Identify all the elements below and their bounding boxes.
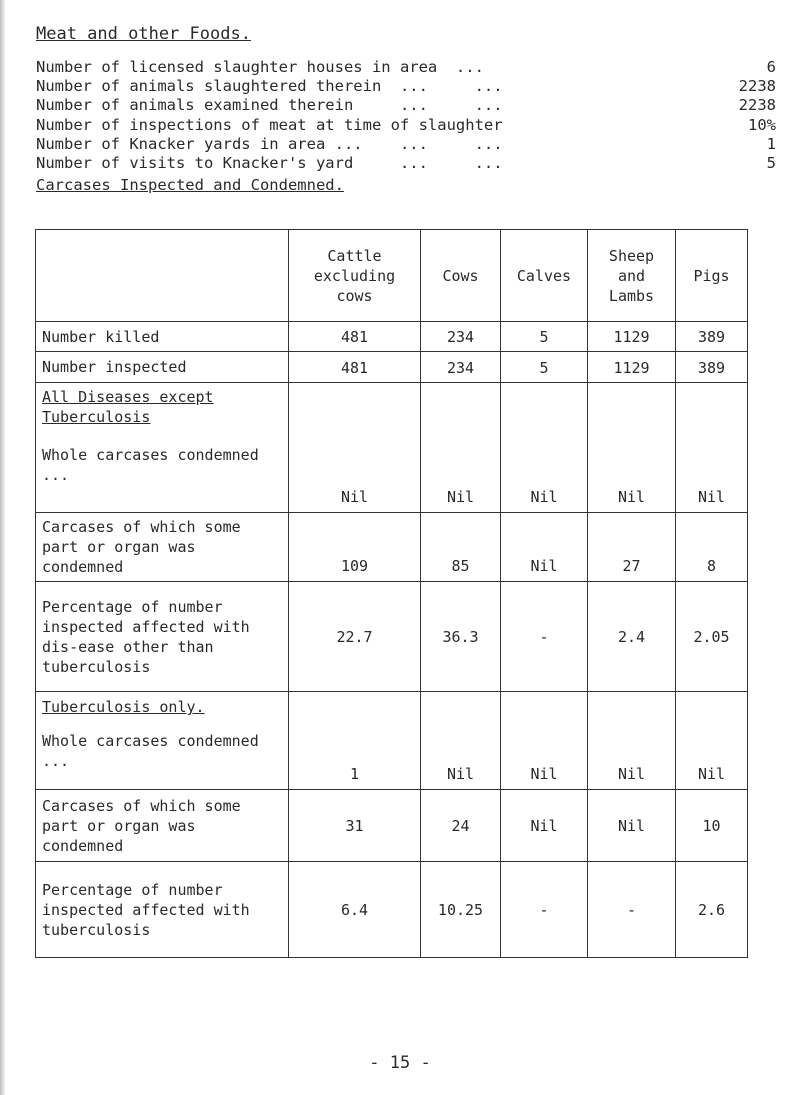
page-edge-shadow [0,0,5,1095]
table-row: Carcases of which some part or organ was condemned 31 24 Nil Nil 10 [36,790,748,862]
page-heading: Meat and other Foods. [36,24,251,44]
table-row: All Diseases except Tuberculosis Whole carcases condemned ... Nil Nil Nil Nil Nil [36,383,748,513]
row-label: Number inspected [36,352,289,383]
table-row: Number killed 481 234 5 1129 389 [36,322,748,352]
table-row: Number inspected 481 234 5 1129 389 [36,352,748,383]
table-row: Carcases of which some part or organ was condemned 109 85 Nil 27 8 [36,513,748,582]
table-row: Tuberculosis only. Whole carcases condemned ... 1 Nil Nil Nil Nil [36,692,748,790]
row-label: Percentage of number inspected affected with dis-ease other than tuberculosis [36,582,289,692]
row-label: Carcases of which some part or organ was condemned [36,790,289,862]
table-row: Percentage of number inspected affected with dis-ease other than tuberculosis 22.7 36.3 - 2.4 2.05 [36,582,748,692]
row-label: Carcases of which some part or organ was condemned [36,513,289,582]
header-cattle: Cattle excluding cows [289,230,421,322]
header-pigs: Pigs [676,230,748,322]
header-blank [36,230,289,322]
row-label: Number killed [36,322,289,352]
header-sheep: Sheep and Lambs [588,230,676,322]
stat-row: Number of animals examined therein ... ... 2238 [36,96,776,115]
stat-row: Number of animals slaughtered therein ... ... 2238 [36,77,776,96]
stat-row: Number of inspections of meat at time of slaughter 10% [36,115,776,134]
page-number: - 15 - [369,1053,431,1073]
table-heading: Carcases Inspected and Condemned. [36,176,344,194]
stats-list [36,58,776,173]
table-row: Percentage of number inspected affected with tuberculosis 6.4 10.25 - - 2.6 [36,862,748,958]
row-label: Tuberculosis only. Whole carcases condemned ... [36,692,289,790]
section-title: Tuberculosis only. [42,698,205,716]
stat-row: Number of Knacker yards in area ... ... ... 1 [36,134,776,153]
section-title: All Diseases except Tuberculosis [42,388,214,426]
row-label: Percentage of number inspected affected with tuberculosis [36,862,289,958]
header-cows: Cows [421,230,501,322]
stat-row: Number of visits to Knacker's yard ... ... 5 [36,153,776,172]
header-calves: Calves [501,230,588,322]
carcases-table [35,229,748,958]
row-label: All Diseases except Tuberculosis Whole carcases condemned ... [36,383,289,513]
stat-row: Number of licensed slaughter houses in area ... 6 [36,58,776,76]
table-header-row [36,230,748,322]
